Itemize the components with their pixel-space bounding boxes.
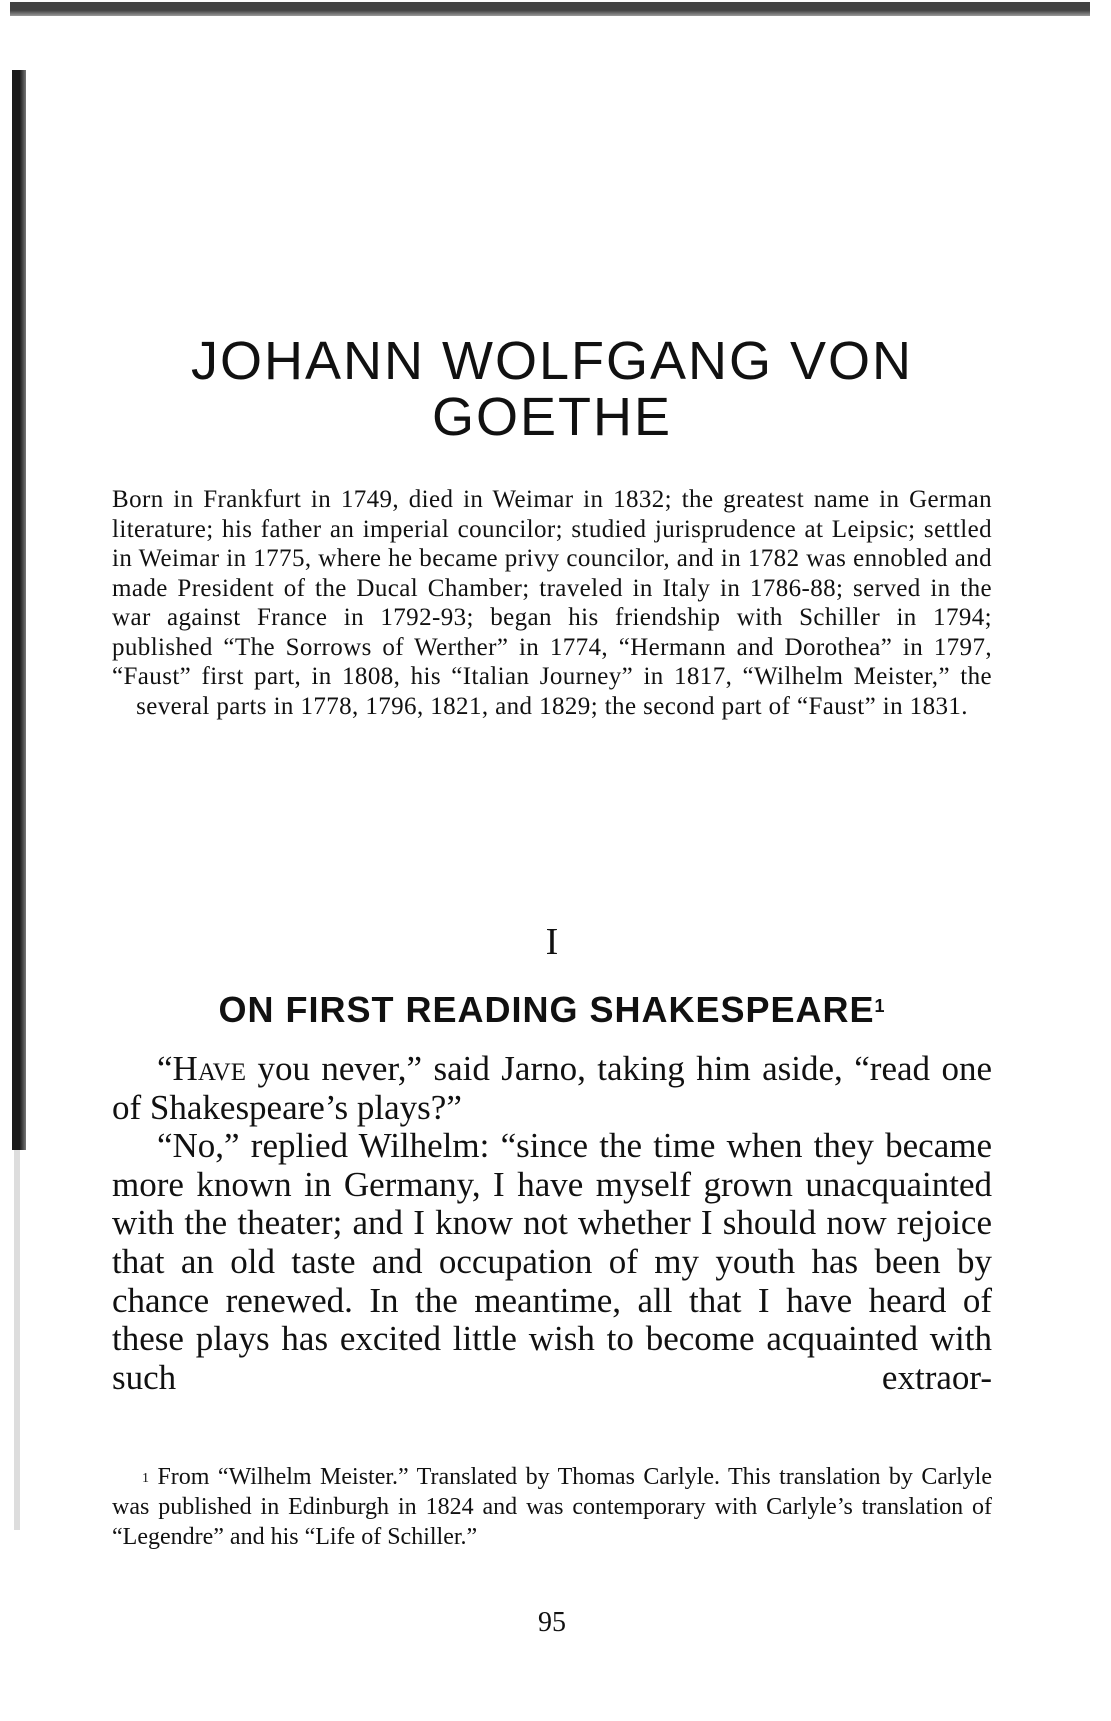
footnote xyxy=(112,1462,992,1552)
paragraph-1-lead-word: Have xyxy=(172,1049,246,1088)
paragraph-1-text: you never,” said Jarno, taking him aside, “read one of Shakespeare’s plays?” xyxy=(112,1049,992,1127)
paragraph-2: “No,” replied Wilhelm: “since the time when they became more known in Germany, I have myself grown unacquainted with the theater; and I know not whether I should now rejoice that an old taste and occupation of my youth has been by chance renewed. In the meantime, all that I have heard of these plays has excited little wish to become acquainted with such extraor- xyxy=(112,1126,992,1397)
section-heading xyxy=(112,990,992,1030)
paragraph-1 xyxy=(112,1050,992,1127)
section-heading-text: ON FIRST READING SHAKESPEARE xyxy=(218,989,875,1030)
author-biography: Born in Frankfurt in 1749, died in Weimar in 1832; the greatest name in German literature; his father an imperial councilor; studied jurisprudence at Leipsic; settled in Weimar in 1775, where he became privy councilor, and in 1782 was ennobled and made President of the Ducal Chamber; traveled in Italy in 1786-88; served in the war against France in 1792-93; began his friendship with Schiller in 1794; published “The Sorrows of Werther” in 1774, “Hermann and Dorothea” in 1797, “Faust” first part, in 1808, his “Italian Journey” in 1817, “Wilhelm Meister,” the several parts in 1778, 1796, 1821, and 1829; the second part of “Faust” in 1831. xyxy=(112,486,992,720)
page-title: JOHANN WOLFGANG VON GOETHE xyxy=(190,331,914,447)
footnote-text: From “Wilhelm Meister.” Translated by Thomas Carlyle. This translation by Carlyle was published in Edinburgh in 1824 and was contemporary with Carlyle’s translation of “Legendre” and his “Life of Schiller.” xyxy=(112,1464,992,1550)
paragraph-1-open-quote: “ xyxy=(157,1049,173,1088)
footnote-reference: 1 xyxy=(874,996,886,1016)
page-left-scan-edge xyxy=(12,70,26,1150)
body-text xyxy=(112,1050,992,1397)
page-top-scan-edge xyxy=(10,2,1090,16)
footnote-marker: 1 xyxy=(142,1471,149,1486)
section-numeral: I xyxy=(545,921,559,963)
page-number: 95 xyxy=(538,1607,566,1638)
page-left-scan-edge-fade xyxy=(14,1150,20,1530)
